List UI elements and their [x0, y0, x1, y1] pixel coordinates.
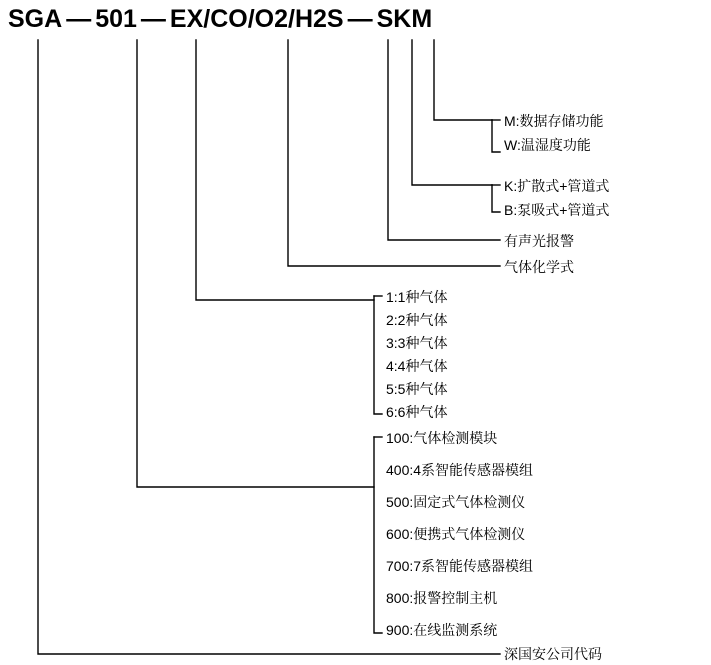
model-code-dash-3: —: [347, 5, 373, 33]
model-code-segment-sga: SGA: [8, 5, 63, 33]
group-alarm-type: [504, 233, 574, 257]
group-product-series: [386, 430, 533, 638]
model-code-dash-2: —: [140, 5, 166, 33]
model-code-dash-1: —: [66, 5, 92, 33]
label-series-400: 400:4系智能传感器模组: [386, 462, 534, 478]
group-sampling-type: [504, 178, 609, 226]
label-series-900: 900:在线监测系统: [386, 622, 498, 638]
group-data-storage-function: [504, 113, 604, 161]
label-gas-count-1: 1:1种气体: [386, 289, 448, 305]
label-series-500: 500:固定式气体检测仪: [386, 494, 526, 510]
label-gas-count-3: 3:3种气体: [386, 335, 448, 351]
group-gas-channel-count: [386, 289, 447, 420]
label-gas-count-2: 2:2种气体: [386, 312, 448, 328]
label-series-700: 700:7系智能传感器模组: [386, 558, 534, 574]
label-sampling-k: K:扩散式+管道式: [504, 178, 610, 194]
group-company-code: [504, 646, 602, 665]
model-code-segment-k: K: [393, 5, 412, 33]
model-code-segment-gases: EX/CO/O2/H2S: [169, 5, 344, 33]
label-sampling-b: B:泵吸式+管道式: [504, 202, 610, 218]
label-gas-count-6: 6:6种气体: [386, 404, 448, 420]
label-storage-m: M:数据存储功能: [504, 113, 604, 129]
label-gas-count-5: 5:5种气体: [386, 381, 448, 397]
model-code-segment-m: M: [411, 5, 433, 33]
group-detection-principle: [504, 259, 574, 283]
label-alarm: 有声光报警: [504, 233, 574, 249]
label-principle: 气体化学式: [504, 259, 574, 275]
label-storage-w: W:温湿度功能: [504, 137, 591, 153]
model-code-segment-s: S: [376, 5, 394, 33]
model-code-segment-501: 501: [95, 5, 137, 33]
label-series-600: 600:便携式气体检测仪: [386, 526, 526, 542]
label-gas-count-4: 4:4种气体: [386, 358, 448, 374]
label-series-100: 100:气体检测模块: [386, 430, 498, 446]
label-series-800: 800:报警控制主机: [386, 590, 498, 606]
label-company-code: 深国安公司代码: [504, 646, 602, 662]
